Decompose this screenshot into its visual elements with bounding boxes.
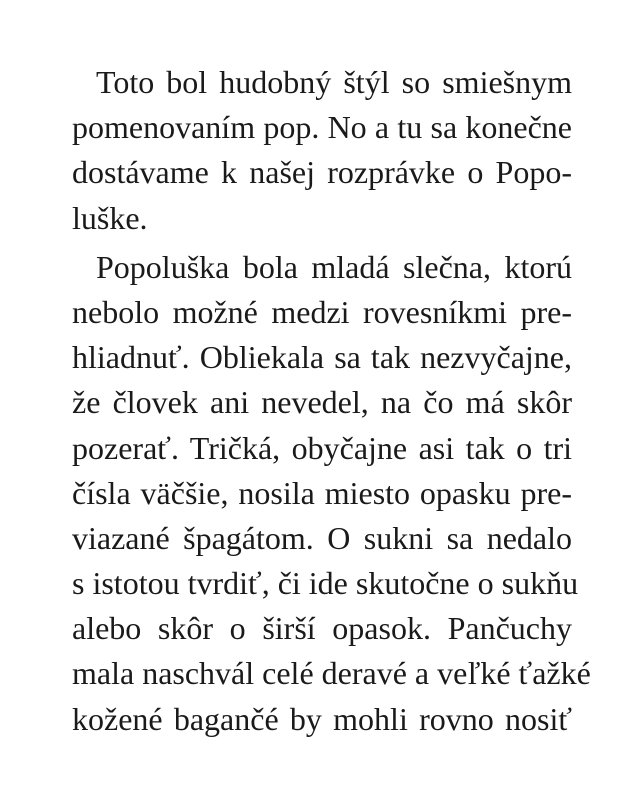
paragraph-1 (72, 60, 572, 241)
paragraph-2 (72, 245, 591, 742)
book-page (72, 60, 591, 742)
text-line: hliadnuť. Obliekala sa tak nezvyčajne, (72, 339, 572, 376)
text-line: čísla väčšie, nosila miesto opasku pre- (72, 474, 572, 511)
text-line: nebolo možné medzi rovesníkmi pre- (72, 293, 572, 330)
text-line: dostávame k našej rozprávke o Popo- (72, 154, 572, 191)
text-line: s istotou tvrdiť, či ide skutočne o sukňu (72, 565, 579, 602)
text-line: pomenovaním pop. No a tu sa konečne (72, 109, 572, 146)
text-line: kožené bagančé by mohli rovno nosiť (72, 700, 572, 737)
text-line: pozerať. Tričká, obyčajne asi tak o tri (72, 429, 572, 466)
text-line: Popoluška bola mladá slečna, ktorú (96, 248, 572, 285)
text-line: mala naschvál celé deravé a veľké ťažké (72, 655, 591, 692)
text-line: luške. (72, 199, 148, 236)
text-line: viazané špagátom. O sukni sa nedalo (72, 519, 572, 556)
text-line: že človek ani nevedel, na čo má skôr (72, 384, 572, 421)
text-line: Toto bol hudobný štýl so smiešnym (96, 64, 572, 100)
text-line: alebo skôr o širší opasok. Pančuchy (72, 610, 572, 647)
